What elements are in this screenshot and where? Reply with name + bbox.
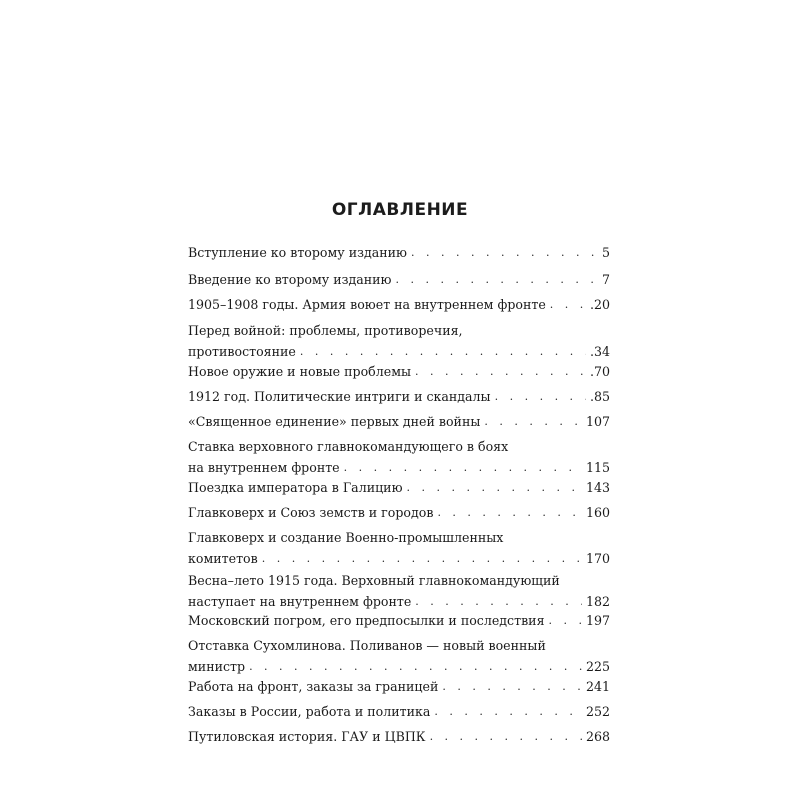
toc-entry-title: Введение ко второму изданию [188,272,392,287]
toc-entry-line [188,548,610,568]
toc-entry-title: Главковерх и Союз земств и городов [188,505,434,520]
toc-entry-line [188,636,610,656]
toc-entry [188,243,610,262]
toc-entry [188,702,610,721]
dot-leader [300,342,586,361]
toc-entry [188,636,610,676]
toc-entry-title: Весна–лето 1915 года. Верховный главнокомандующий [188,573,560,588]
toc-entry [188,295,610,314]
toc-page-number: 107 [585,414,610,429]
dot-leader [434,702,582,721]
toc-entry [188,677,610,696]
toc-entry-line [188,243,610,262]
dot-leader [437,503,582,522]
toc-entry-line [188,727,610,746]
toc-entry-title: Московский погром, его предпосылки и последствия [188,613,545,628]
dot-leader [415,592,582,611]
toc-entry-line [188,437,610,457]
toc-entry-line [188,321,610,341]
toc-page-number: 7 [601,272,610,287]
toc-entry-title: Перед войной: проблемы, противоречия, [188,323,463,338]
toc-entry-line [188,702,610,721]
toc-entry [188,478,610,497]
toc-entry-title: Работа на фронт, заказы за границей [188,679,439,694]
toc-entry-line [188,478,610,497]
toc-entry [188,571,610,611]
toc-entry [188,362,610,381]
toc-entry [188,387,610,406]
toc-entry-line [188,677,610,696]
toc-entry-title: 1905–1908 годы. Армия воюет на внутреннем фронте [188,297,546,312]
dot-leader [344,458,582,477]
dot-leader [484,412,582,431]
toc-entry [188,270,610,289]
toc-entry-line [188,387,610,406]
toc-entry-line [188,412,610,431]
toc-entry-line [188,611,610,630]
toc-entry [188,412,610,431]
toc-page-number: 160 [585,505,610,520]
toc-page-number: 241 [585,679,610,694]
dot-leader [442,677,582,696]
dot-leader [415,362,586,381]
toc-entry-title: наступает на внутреннем фронте [188,594,412,609]
toc-page-number: .70 [589,364,610,379]
toc-entry [188,503,610,522]
toc-entry-line [188,295,610,314]
toc-page-number: .85 [589,389,610,404]
toc-page-number: 5 [601,245,610,260]
dot-leader [249,657,582,676]
dot-leader [262,549,582,568]
toc-entry-line [188,656,610,676]
toc-entry-line [188,341,610,361]
dot-leader [395,270,598,289]
toc-entry-line [188,457,610,477]
toc-entry-title: противостояние [188,344,296,359]
toc-entry-title: на внутреннем фронте [188,460,340,475]
toc-entry-title: Путиловская история. ГАУ и ЦВПК [188,729,426,744]
toc-entry [188,611,610,630]
page-title: ОГЛАВЛЕНИЕ [331,200,469,220]
toc-entry-title: «Священное единение» первых дней войны [188,414,481,429]
toc-page-number: 225 [585,659,610,674]
toc-entry-line [188,503,610,522]
toc-entry-title: Главковерх и создание Военно-промышленных [188,530,504,545]
toc-entry-title: комитетов [188,551,258,566]
dot-leader [495,387,586,406]
toc-entry [188,528,610,568]
dot-leader [550,295,586,314]
toc-entry-title: Новое оружие и новые проблемы [188,364,412,379]
dot-leader [411,243,598,262]
toc-page-number: .20 [589,297,610,312]
toc-entry-title: Отставка Сухомлинова. Поливанов — новый военный [188,638,546,653]
toc-page-number: .34 [589,344,610,359]
toc-entry-line [188,270,610,289]
toc-entry [188,437,610,477]
toc-entry-line [188,571,610,591]
dot-leader [430,727,582,746]
toc-entry-line [188,362,610,381]
toc-entry-title: 1912 год. Политические интриги и скандалы [188,389,491,404]
toc-page-number: 143 [585,480,610,495]
toc-entry [188,321,610,361]
toc-entry-title: Заказы в России, работа и политика [188,704,431,719]
toc-page-number: 170 [585,551,610,566]
toc-page-number: 268 [585,729,610,744]
toc-page-number: 115 [585,460,610,475]
toc-entry [188,727,610,746]
dot-leader [549,611,582,630]
toc-entry-line [188,591,610,611]
toc-page-number: 252 [585,704,610,719]
toc-page-number: 182 [585,594,610,609]
toc-entry-title: Поездка императора в Галицию [188,480,403,495]
dot-leader [407,478,582,497]
toc-page-number: 197 [585,613,610,628]
table-of-contents [188,0,610,800]
toc-entry-title: министр [188,659,246,674]
toc-entry-title: Ставка верховного главнокомандующего в боях [188,439,509,454]
toc-entry-line [188,528,610,548]
toc-entry-title: Вступление ко второму изданию [188,245,408,260]
